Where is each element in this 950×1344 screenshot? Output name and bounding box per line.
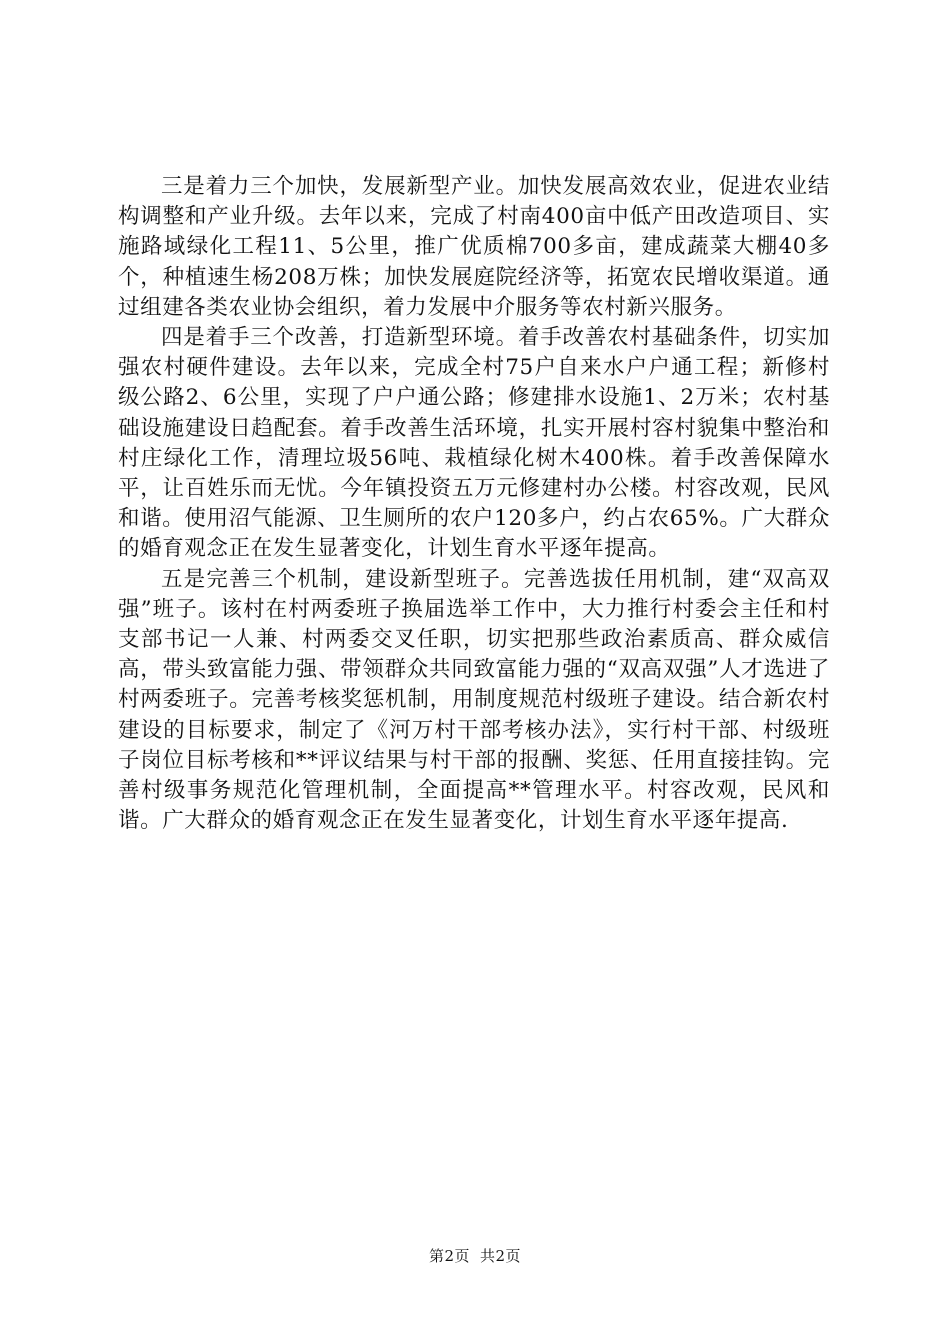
paragraph-industry: 三是着力三个加快，发展新型产业。加快发展高效农业，促进农业结构调整和产业升级。去年以来，完成了村南400亩中低产田改造项目、实施路域绿化工程11、5公里，推广优质棉700多亩，建成蔬菜大棚40多个，种植速生杨208万株；加快发展庭院经济等，拓宽农民增收渠道。通过组建各类农业协会组织，着力发展中介服务等农村新兴服务。 xyxy=(118,174,830,320)
page-footer xyxy=(0,1246,950,1266)
document-body xyxy=(118,172,830,836)
paragraph-leadership: 五是完善三个机制，建设新型班子。完善选拔任用机制，建“双高双强”班子。该村在村两委班子换届选举工作中，大力推行村委会主任和村支部书记一人兼、村两委交叉任职，切实把那些政治素质高、群众威信高，带头致富能力强、带领群众共同致富能力强的“双高双强”人才选进了村两委班子。完善考核奖惩机制，用制度规范村级班子建设。结合新农村建设的目标要求，制定了《河万村干部考核办法》，实行村干部、村级班子岗位目标考核和**评议结果与村干部的报酬、奖惩、任用直接挂钩。完善村级事务规范化管理机制，全面提高**管理水平。村容改观，民风和谐。广大群众的婚育观念正在发生显著变化，计划生育水平逐年提高. xyxy=(118,566,830,834)
page-total: 共2页 xyxy=(480,1247,522,1265)
paragraph-environment: 四是着手三个改善，打造新型环境。着手改善农村基础条件，切实加强农村硬件建设。去年以来，完成全村75户自来水户户通工程；新修村级公路2、6公里，实现了户户通公路；修建排水设施1、2万米；农村基础设施建设日趋配套。着手改善生活环境，扎实开展村容村貌集中整治和村庄绿化工作，清理垃圾56吨、栽植绿化树木400株。着手改善保障水平，让百姓乐而无忧。今年镇投资五万元修建村办公楼。村容改观，民风和谐。使用沼气能源、卫生厕所的农户120多户，约占农65%。广大群众的婚育观念正在发生显著变化，计划生育水平逐年提高。 xyxy=(118,325,830,562)
page-number: 第2页 xyxy=(428,1247,470,1265)
